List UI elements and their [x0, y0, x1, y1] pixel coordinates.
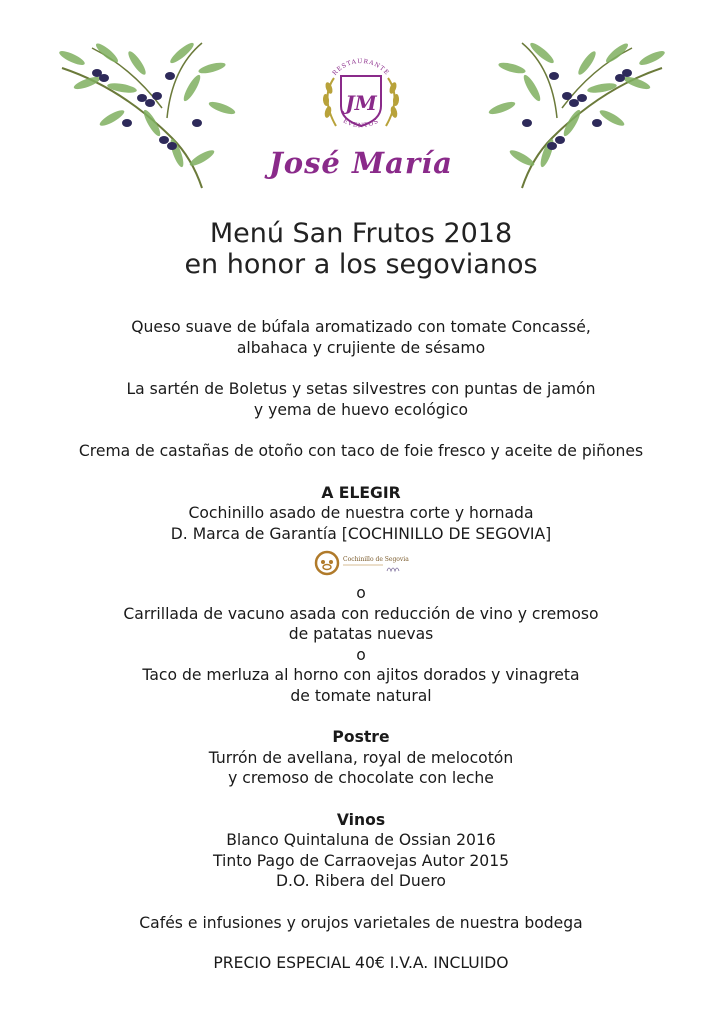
choice-option-1-line-1: Cochinillo asado de nuestra corte y hornada — [188, 504, 534, 522]
page-title — [0, 218, 722, 280]
title-line-1: Menú San Frutos 2018 — [209, 218, 513, 249]
title-line-2: en honor a los segovianos — [184, 249, 538, 280]
laurel-crest-icon — [314, 48, 408, 144]
wines-line-2: Tinto Pago de Carraovejas Autor 2015 — [212, 851, 510, 870]
cochinillo-logo-text: Cochinillo de Segovia — [343, 556, 409, 563]
restaurant-name: José María — [269, 146, 453, 180]
choice-or-2: o — [356, 645, 366, 664]
wines-line-3: D.O. Ribera del Duero — [276, 872, 446, 890]
choice-option-2-line-2: de patatas nuevas — [288, 625, 434, 643]
starter-1-line-1: Queso suave de búfala aromatizado con tomate Concassé, — [131, 318, 591, 336]
starter-2-line-1: La sartén de Boletus y setas silvestres con puntas de jamón — [126, 380, 596, 398]
starter-1-line-2: albahaca y crujiente de sésamo — [236, 338, 486, 357]
choice-option-2-line-1: Carrillada de vacuno asada con reducción de vino y cremoso — [123, 604, 599, 623]
choice-option-3-line-1: Taco de merluza al horno con ajitos dorados y vinagreta — [142, 666, 580, 684]
wines-heading: Vinos — [336, 810, 386, 829]
choice-option-3-line-2: de tomate natural — [290, 686, 432, 705]
crest-monogram: JM — [345, 91, 377, 115]
crest-ring-bottom: EVENTOS — [341, 117, 381, 130]
choice-option-1-line-2: D. Marca de Garantía [COCHINILLO DE SEGOVIA] — [170, 524, 552, 543]
choice-heading: A ELEGIR — [321, 483, 401, 502]
svg-text:RESTAURANTE — [331, 58, 390, 77]
olive-branch-right-icon — [482, 28, 672, 198]
dessert-heading: Postre — [332, 728, 390, 746]
starter-3: Crema de castañas de otoño con taco de foie fresco y aceite de piñones — [78, 442, 644, 460]
choice-or-1: o — [356, 584, 366, 602]
price-line: PRECIO ESPECIAL 40€ I.V.A. INCLUIDO — [213, 954, 509, 972]
crest-ring-top: RESTAURANTE — [331, 57, 391, 77]
cochinillo-logo-icon — [313, 549, 409, 577]
wines-line-1: Blanco Quintaluna de Ossian 2016 — [226, 831, 496, 849]
dessert-line-2: y cremoso de chocolate con leche — [228, 769, 494, 787]
starter-2-line-2: y yema de huevo ecológico — [253, 400, 469, 419]
menu-body — [0, 317, 722, 974]
svg-text:EVENTOS — [342, 118, 380, 130]
dessert-line-1: Turrón de avellana, royal de melocotón — [208, 748, 514, 767]
coffee-line: Cafés e infusiones y orujos varietales de nuestra bodega — [139, 913, 583, 932]
olive-branch-left-icon — [52, 28, 242, 198]
